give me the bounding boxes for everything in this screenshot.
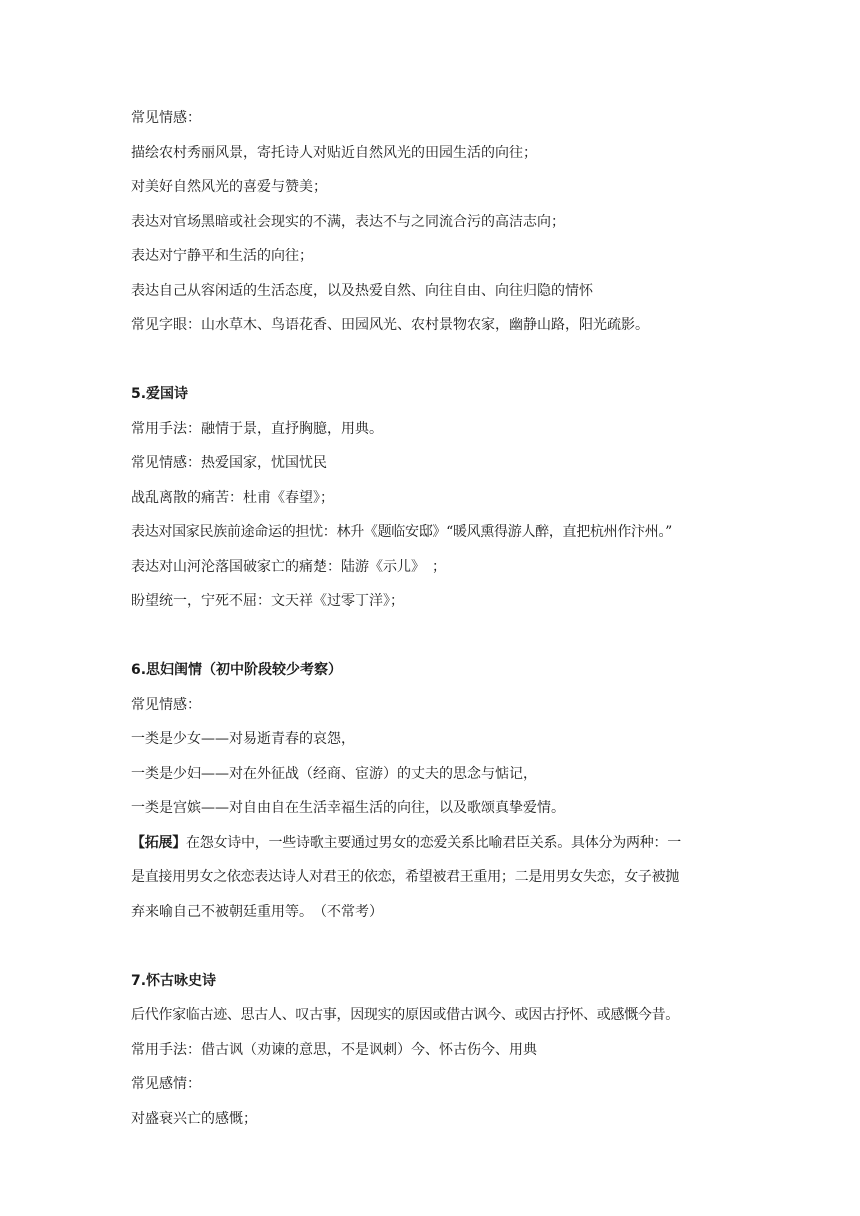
text-line: 常见情感：	[131, 110, 201, 126]
text-line: 常见字眼：山水草木、鸟语花香、田园风光、农村景物农家，幽静山路，阳光疏影。	[131, 317, 649, 333]
text-line: 常见情感：	[131, 696, 201, 713]
text-line: 一类是少女——对易逝青春的哀怨，	[131, 731, 355, 747]
text-line: 战乱离散的痛苦：杜甫《春望》；	[131, 489, 334, 506]
text-line: 表达对山河沦落国破家亡的痛楚：陆游《示儿》 ；	[131, 558, 446, 575]
text-line: 对盛衰兴亡的感慨；	[131, 1110, 257, 1127]
text-line: 常见情感：热爱国家，忧国忧民	[131, 455, 327, 471]
expand-line: 弃来喻自己不被朝廷重用等。 （不常考）	[131, 903, 383, 920]
text-line: 常用手法：融情于景，直抒胸臆，用典。	[131, 420, 383, 437]
expand-label: 【拓展】	[131, 834, 186, 851]
section-heading: 7.怀古咏史诗	[131, 972, 217, 989]
paragraph-gap	[131, 626, 741, 646]
section-5	[131, 384, 741, 611]
text-line: 表达自己从容闲适的生活态度，以及热爱自然、向往自由、向往归隐的情怀	[131, 282, 593, 299]
expand-text: 在怨女诗中，一些诗歌主要通过男女的恋爱关系比喻君臣关系。具体分为两种：一	[186, 834, 681, 851]
section-heading: 6.思妇闺情（初中阶段较少考察）	[131, 662, 343, 678]
text-line: 一类是宫嫔——对自由自在生活幸福生活的向往，以及歌颂真挚爱情。	[131, 800, 565, 816]
text-line: 表达对宁静平和生活的向往；	[131, 248, 313, 264]
text-line: 常用手法：借古讽（劝谏的意思，不是讽刺）今、怀古伤今、用典	[131, 1041, 537, 1058]
text-line: 后代作家临古迹、思古人、叹古事，因现实的原因或借古讽今、或因古抒怀、或感慨今昔。	[131, 1007, 679, 1023]
text-line: 表达对官场黑暗或社会现实的不满，表达不与之同流合污的高洁志向；	[131, 213, 565, 230]
expand-line: 是直接用男女之依恋表达诗人对君王的依恋，希望被君王重用；二是用男女失恋，女子被抛	[131, 869, 679, 885]
paragraph-gap	[131, 350, 741, 370]
expand-line	[131, 833, 741, 853]
paragraph-gap	[131, 936, 741, 956]
text-line: 常见感情：	[131, 1076, 201, 1092]
text-line: 表达对国家民族前途命运的担忧：林升《题临安邸》“暖风熏得游人醉，直把杭州作汴州。”	[131, 524, 673, 540]
section-heading: 5.爱国诗	[131, 386, 189, 402]
section-7	[131, 971, 741, 1129]
text-line: 一类是少妇——对在外征战（经商、宦游）的丈夫的思念与惦记，	[131, 765, 537, 782]
section-4-body	[131, 108, 741, 335]
document-page	[131, 108, 741, 1143]
text-line: 盼望统一，宁死不屈：文天祥《过零丁洋》；	[131, 593, 404, 609]
section-6	[131, 660, 741, 922]
text-line: 对美好自然风光的喜爱与赞美；	[131, 179, 327, 195]
text-line: 描绘农村秀丽风景，寄托诗人对贴近自然风光的田园生活的向往；	[131, 144, 537, 161]
